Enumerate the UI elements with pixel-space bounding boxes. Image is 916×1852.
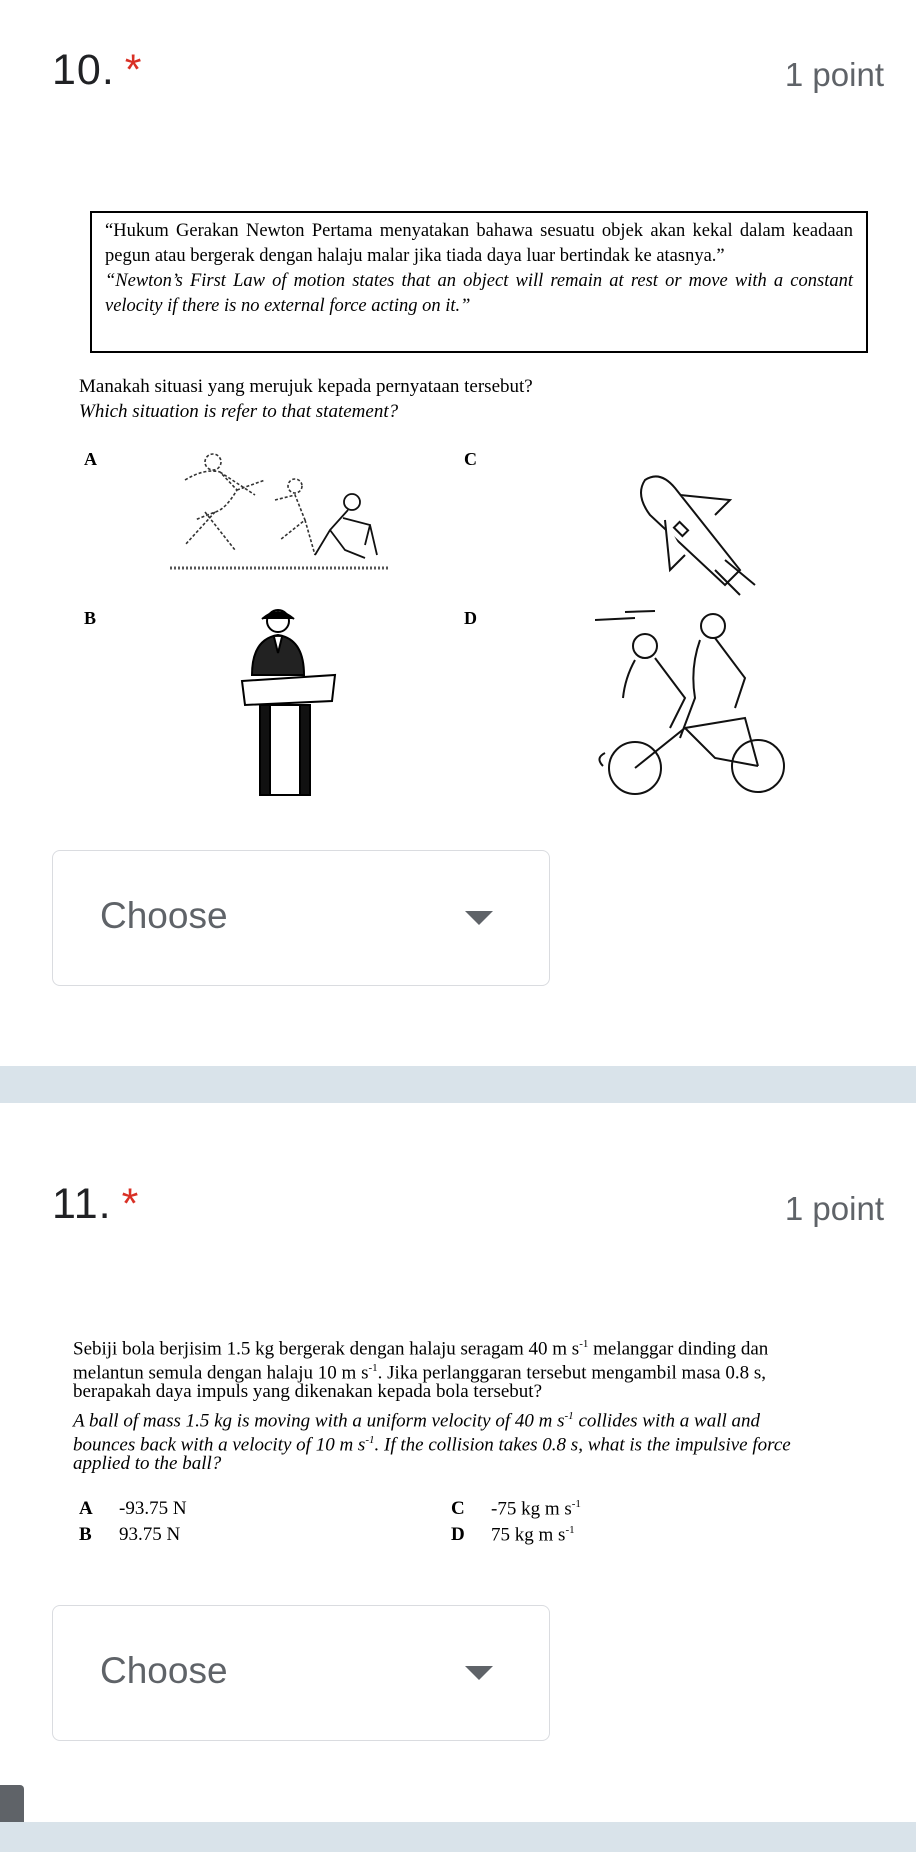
option-b-letter: B: [84, 608, 97, 628]
dropdown-placeholder: Choose: [100, 895, 228, 936]
question-11-header: [0, 1180, 916, 1260]
prompt-english: Which situation is refer to that statement?: [79, 401, 399, 422]
question-number: 11. *: [52, 1180, 140, 1228]
chevron-down-icon: [465, 1666, 493, 1680]
points-label: 1 point: [784, 1190, 884, 1227]
required-mark: *: [121, 1180, 140, 1228]
question-11-malay-line-2: melantun semula dengan halaju 10 m $s^{-1}$. Jika perlanggaran tersebut mengambil masa 0.8 s,: [73, 1362, 766, 1384]
question-11-dropdown[interactable]: [52, 1605, 550, 1741]
answer-d: D 75 kg m $s^{-1}$: [451, 1524, 575, 1546]
option-d-letter: D: [464, 608, 477, 628]
question-11-english-line-3: applied to the ball?: [73, 1453, 222, 1474]
question-11-malay-line-1: Sebiji bola berjisim 1.5 kg bergerak dengan halaju seragam 40 m $s^{-1}$ melanggar dinding dan: [73, 1338, 769, 1360]
newton-law-quote: [90, 211, 868, 353]
question-11-english-line-2: bounces back with a velocity of 10 m $s^{-1}$. If the collision takes 0.8 s, what is the impulsive force: [73, 1434, 791, 1456]
answer-a: A -93.75 N: [79, 1498, 187, 1519]
answer-c: C -75 kg m $s^{-1}$: [451, 1498, 581, 1520]
prompt-malay: Manakah situasi yang merujuk kepada pernyataan tersebut?: [79, 376, 533, 397]
podium-speaker-image: [240, 605, 340, 800]
option-c-letter: C: [464, 449, 477, 469]
question-11-malay-line-3: berapakah daya impuls yang dikenakan kepada bola tersebut?: [73, 1381, 543, 1402]
motorcycle-riders-image: [595, 608, 795, 803]
quote-malay: “Hukum Gerakan Newton Pertama menyatakan bahawa sesuatu objek akan kekal dalam keadaan pegun atau bergerak dengan halaju malar jika tiada daya luar bertindak ke atasnya.”: [105, 221, 853, 266]
section-divider: [0, 1822, 916, 1852]
dropdown-placeholder: Choose: [100, 1650, 228, 1691]
option-a-letter: A: [84, 449, 97, 469]
space-shuttle-image: [630, 470, 760, 605]
question-11-english-line-1: A ball of mass 1.5 kg is moving with a uniform velocity of 40 m $s^{-1}$ collides with a wall and: [73, 1410, 760, 1432]
question-10-dropdown[interactable]: [52, 850, 550, 986]
chevron-down-icon: [465, 911, 493, 925]
question-number: 10. *: [52, 46, 143, 94]
section-divider: [0, 1066, 916, 1103]
quote-english: “Newton’s First Law of motion states that an object will remain at rest or move with a constant velocity if there is no external force acting on it.”: [105, 271, 853, 316]
required-mark: *: [124, 46, 143, 94]
runners-image: [165, 450, 395, 575]
question-10-header: [0, 46, 916, 126]
answer-b: B 93.75 N: [79, 1524, 181, 1545]
points-label: 1 point: [784, 56, 884, 93]
